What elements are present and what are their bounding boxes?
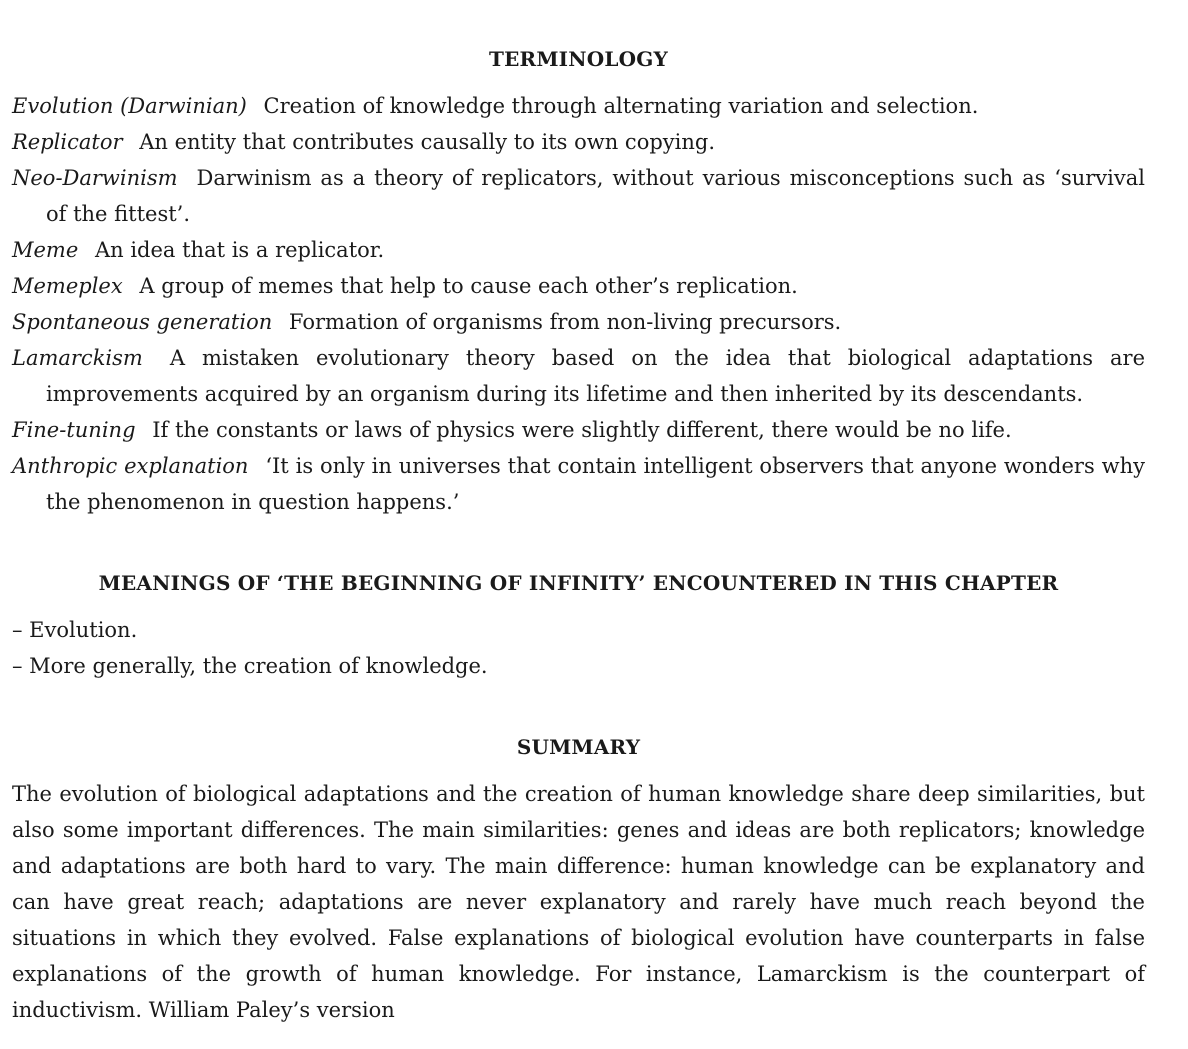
term-name: Lamarckism (12, 346, 143, 370)
term-entry (12, 268, 1145, 304)
term-entry (12, 124, 1145, 160)
term-entry (12, 304, 1145, 340)
term-entry (12, 160, 1145, 232)
term-entry (12, 340, 1145, 412)
summary-paragraph: The evolution of biological adaptations and the creation of human knowledge share deep similarities, but also some important differences. The main similarities: genes and ideas are both replicators; knowledge and adaptations are both hard to vary. The main difference: human knowledge can be explanatory and can have great reach; adaptations are never explanatory and rarely have much reach beyond the situations in which they evolved. False explanations of biological evolution have counterparts in false explanations of the growth of human knowledge. For instance, Lamarckism is the counterpart of inductivism. William Paley’s version (12, 782, 1145, 1022)
term-definition: Darwinism as a theory of replicators, without various misconceptions such as ‘survival of the fittest’. (46, 166, 1145, 226)
term-definition: An entity that contributes causally to its own copying. (139, 130, 716, 154)
term-name: Fine-tuning (12, 418, 136, 442)
meanings-heading: MEANINGS OF ‘THE BEGINNING OF INFINITY’ ENCOUNTERED IN THIS CHAPTER (98, 571, 1059, 595)
term-name: Spontaneous generation (12, 310, 273, 334)
term-definition: A mistaken evolutionary theory based on the idea that biological adaptations are improvements acquired by an organism during its lifetime and then inherited by its descendants. (46, 346, 1145, 406)
meanings-list (12, 612, 1145, 684)
term-entry (12, 448, 1145, 520)
term-entry (12, 232, 1145, 268)
term-definition: Formation of organisms from non-living precursors. (288, 310, 842, 334)
term-name: Memeplex (12, 274, 123, 298)
summary-heading: SUMMARY (516, 735, 641, 759)
meaning-item: – Evolution. (12, 618, 138, 642)
meaning-item: – More generally, the creation of knowledge. (12, 654, 488, 678)
term-definition: If the constants or laws of physics were slightly different, there would be no life. (152, 418, 1012, 442)
term-name: Evolution (Darwinian) (12, 94, 247, 118)
term-definition: ‘It is only in universes that contain intelligent observers that anyone wonders why the phenomenon in question happens.’ (46, 454, 1145, 514)
term-name: Replicator (12, 130, 123, 154)
term-name: Anthropic explanation (12, 454, 249, 478)
terminology-list (12, 88, 1145, 520)
document-page (12, 0, 1145, 1049)
term-definition: Creation of knowledge through alternating variation and selection. (263, 94, 979, 118)
term-definition: A group of memes that help to cause each other’s replication. (139, 274, 798, 298)
term-name: Neo-Darwinism (12, 166, 178, 190)
term-entry (12, 412, 1145, 448)
term-name: Meme (12, 238, 79, 262)
terminology-heading: TERMINOLOGY (489, 47, 668, 71)
term-entry (12, 88, 1145, 124)
term-definition: An idea that is a replicator. (94, 238, 385, 262)
